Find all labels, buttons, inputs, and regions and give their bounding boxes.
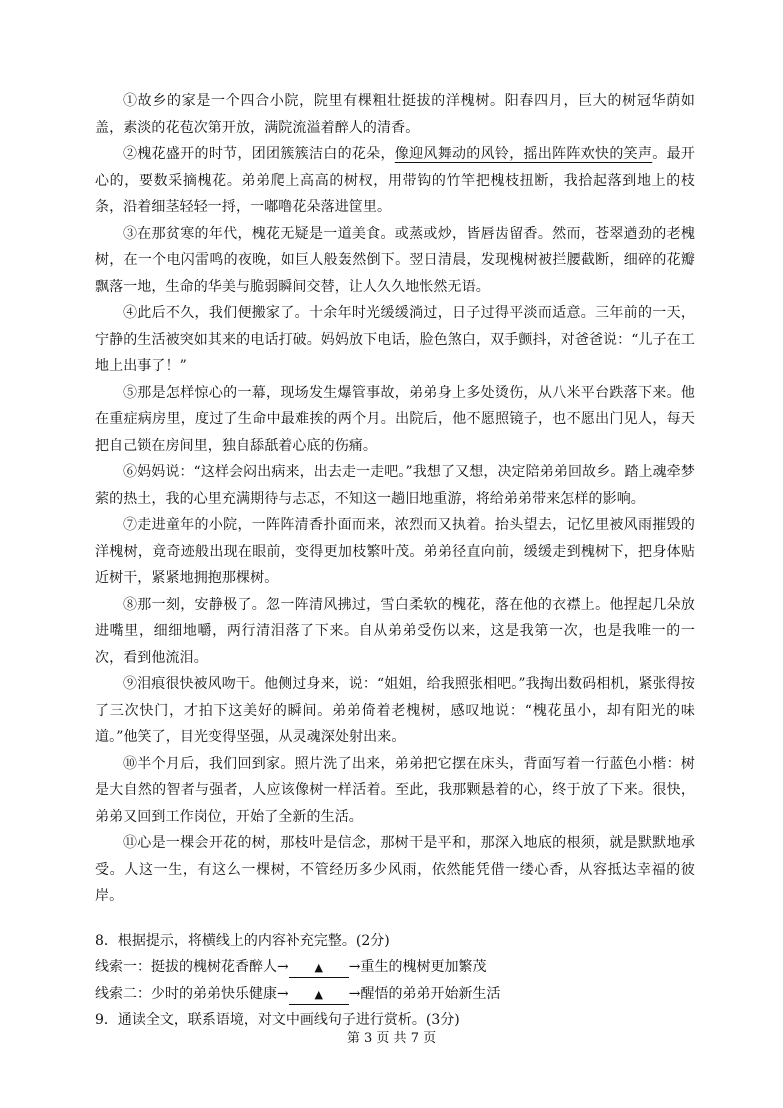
question-section xyxy=(95,928,695,1034)
paragraph-text: ⑥妈妈说：“这样会闷出病来，出去走一走吧。”我想了又想，决定陪弟弟回故乡。踏上魂牵梦萦的热土，我的心里充满期待与忐忑，不知这一趟旧地重游，将给弟弟带来怎样的影响。 xyxy=(95,464,695,507)
passage-paragraph xyxy=(95,751,695,831)
clue-2-end: →醒悟的弟弟开始新生活 xyxy=(348,985,501,1002)
reading-passage xyxy=(95,88,695,910)
paragraph-text: ②槐花盛开的时节，团团簇簇洁白的花朵， xyxy=(123,146,395,162)
paragraph-text: ⑧那一刻，安静极了。忽一阵清风拂过，雪白柔软的槐花，落在他的衣襟上。他捏起几朵放进嘴里，细细地嚼，两行清泪落了下来。自从弟弟受伤以来，这是我第一次，也是我唯一的一次，看到他流泪。 xyxy=(95,596,695,666)
clue-2-label: 线索二：少时的弟弟快乐健康→ xyxy=(95,985,289,1002)
passage-paragraph xyxy=(95,221,695,301)
page-number: 第 3 页 共 7 页 xyxy=(346,1031,437,1046)
passage-paragraph xyxy=(95,300,695,380)
clue-line-1 xyxy=(95,954,695,981)
clue-line-2 xyxy=(95,981,695,1008)
passage-paragraph xyxy=(95,380,695,460)
passage-paragraph xyxy=(95,141,695,221)
question-9: 9．通读全文，联系语境，对文中画线句子进行赏析。(3分) xyxy=(95,1012,460,1028)
passage-paragraph xyxy=(95,512,695,592)
paragraph-text: ①故乡的家是一个四合小院，院里有棵粗壮挺拔的洋槐树。阳春四月，巨大的树冠华荫如盖，素淡的花苞次第开放，满院流溢着醉人的清香。 xyxy=(95,93,695,136)
passage-paragraph xyxy=(95,88,695,141)
passage-paragraph xyxy=(95,830,695,910)
clue-1-label: 线索一：挺拔的槐树花香醉人→ xyxy=(95,959,289,975)
answer-blank-1[interactable]: ▲ xyxy=(289,959,349,978)
paragraph-text: ⑪心是一棵会开花的树，那枝叶是信念，那树干是平和，那深入地底的根须，就是默默地承受。人这一生，有这么一棵树，不管经历多少风雨，依然能凭借一缕心香，从容抵达幸福的彼岸。 xyxy=(95,835,695,904)
clue-1-end: →重生的槐树更加繁茂 xyxy=(348,959,487,975)
paragraph-text: ③在那贫寒的年代，槐花无疑是一道美食。或蒸或炒，皆唇齿留香。然而，苍翠遒劲的老槐树，在一个电闪雷鸣的夜晚，如巨人般轰然倒下。翌日清晨，发现槐树被拦腰截断，细碎的花瓣飘落一地，生命的华美与脆弱瞬间交替，让人久久地怅然无语。 xyxy=(95,225,695,295)
paragraph-text: ④此后不久，我们便搬家了。十余年时光缓缓淌过，日子过得平淡而适意。三年前的一天，宁静的生活被突如其来的电话打破。妈妈放下电话，脸色煞白，双手颤抖，对爸爸说：“儿子在工地上出事了！” xyxy=(95,305,695,374)
passage-paragraph xyxy=(95,592,695,672)
passage-paragraph xyxy=(95,459,695,512)
passage-paragraph xyxy=(95,671,695,751)
paragraph-text: ⑩半个月后，我们回到家。照片洗了出来，弟弟把它摆在床头，背面写着一行蓝色小楷：树是大自然的智者与强者，人应该像树一样活着。至此，我那颗悬着的心，终于放了下来。很快，弟弟又回到工作岗位，开始了全新的生活。 xyxy=(95,755,695,825)
paragraph-text: ⑤那是怎样惊心的一幕，现场发生爆管事故，弟弟身上多处烫伤，从八米平台跌落下来。他在重症病房里，度过了生命中最难挨的两个月。出院后，他不愿照镜子，也不愿出门见人，每天把自己锁在房间里，独自舔舐着心底的伤痛。 xyxy=(95,384,695,454)
answer-blank-2[interactable]: ▲ xyxy=(289,986,349,1005)
page-content xyxy=(95,88,695,1034)
underlined-sentence: 像迎风舞动的风铃，摇出阵阵欢快的笑声 xyxy=(394,146,653,162)
question-8: 8．根据提示，将横线上的内容补充完整。(2分) xyxy=(95,932,390,949)
paragraph-text: ⑦走进童年的小院，一阵阵清香扑面而来，浓烈而又执着。抬头望去，记忆里被风雨摧毁的洋槐树，竟奇迹般出现在眼前，变得更加枝繁叶茂。弟弟径直向前，缓缓走到槐树下，把身体贴近树干，紧紧地拥抱那棵树。 xyxy=(95,517,695,586)
paragraph-text-continued: 。最开心的，要数采摘槐花。弟弟爬上高高的树杈，用带钩的竹竿把槐枝扭断，我拾起落到地上的枝条，沿着细茎轻轻一捋，一嘟噜花朵落进筐里。 xyxy=(95,146,695,215)
paragraph-text: ⑨泪痕很快被风吻干。他侧过身来，说：“姐姐，给我照张相吧。”我掏出数码相机，紧张得按了三次快门，才拍下这美好的瞬间。弟弟倚着老槐树，感叹地说：“槐花虽小，却有阳光的味道。”他笑了，目光变得坚强，从灵魂深处射出来。 xyxy=(95,676,695,745)
